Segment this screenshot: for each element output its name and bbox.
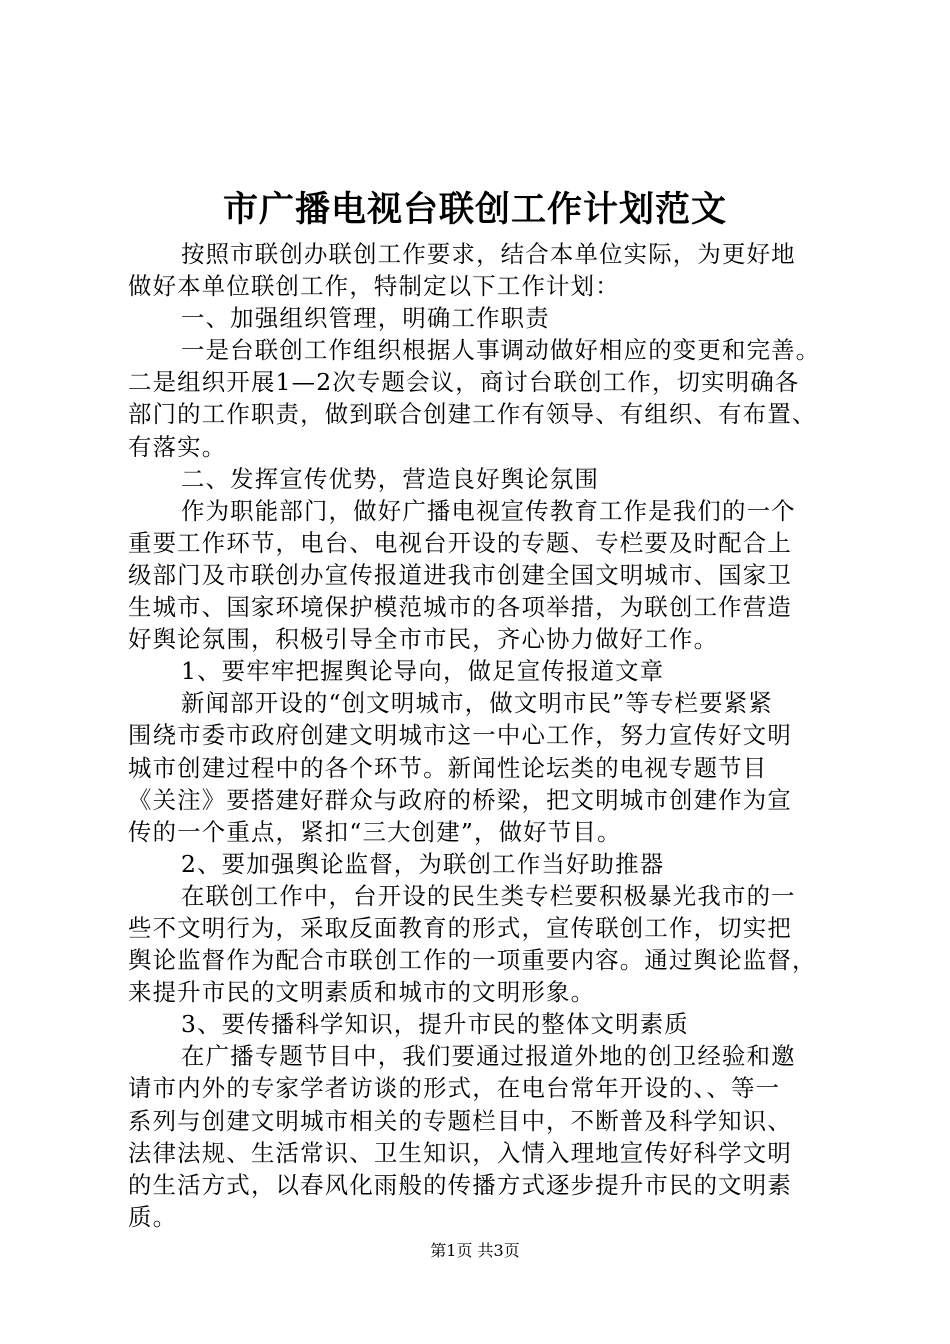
paragraph-line: 有落实。: [128, 432, 227, 461]
paragraph-line: 质。: [128, 1202, 178, 1231]
document-body: [128, 238, 840, 1233]
paragraph-line: 些不文明行为，采取反面教育的形式，宣传联创工作，切实把: [128, 913, 792, 942]
subsection-heading: 2、要加强舆论监督，为联创工作当好助推器: [181, 849, 665, 878]
paragraph-line: 生城市、国家环境保护模范城市的各项举措，为联创工作营造: [128, 593, 792, 622]
subsection-heading: 3、要传播科学知识，提升市民的整体文明素质: [181, 1010, 689, 1039]
paragraph-line: 的生活方式，以春风化雨般的传播方式逐步提升市民的文明素: [128, 1170, 792, 1199]
paragraph-line: 二是组织开展1—2次专题会议，商讨台联创工作，切实明确各: [128, 368, 800, 397]
document-title: 市广播电视台联创工作计划范文: [222, 189, 727, 230]
paragraph-line: 来提升市民的文明素质和城市的文明形象。: [128, 978, 596, 1007]
paragraph-line: 传的一个重点，紧扣“三大创建”，做好节目。: [128, 817, 622, 846]
paragraph-line: 新闻部开设的“创文明城市，做文明市民”等专栏要紧紧: [181, 689, 773, 718]
paragraph-line: 在联创工作中，台开设的民生类专栏要积极暴光我市的一: [181, 881, 796, 910]
paragraph-line: 做好本单位联创工作，特制定以下工作计划：: [128, 272, 620, 301]
paragraph-line: 系列与创建文明城市相关的专题栏目中，不断普及科学知识、: [128, 1106, 792, 1135]
paragraph-line: 舆论监督作为配合市联创工作的一项重要内容。通过舆论监督，: [128, 946, 817, 975]
paragraph-line: 重要工作环节，电台、电视台开设的专题、专栏要及时配合上: [128, 528, 792, 557]
section-heading: 一、加强组织管理，明确工作职责: [181, 304, 550, 333]
paragraph-line: 请市内外的专家学者访谈的形式，在电台常年开设的、、等一: [128, 1074, 781, 1103]
subsection-heading: 1、要牢牢把握舆论导向，做足宣传报道文章: [181, 657, 665, 686]
paragraph-line: 好舆论氛围，积极引导全市市民，齐心协力做好工作。: [128, 625, 719, 654]
paragraph-line: 在广播专题节目中，我们要通过报道外地的创卫经验和邀: [181, 1042, 796, 1071]
paragraph-line: 按照市联创办联创工作要求，结合本单位实际，为更好地: [181, 240, 796, 268]
paragraph-line: 城市创建过程中的各个环节。新闻性论坛类的电视专题节目: [128, 753, 768, 782]
paragraph-line: 作为职能部门，做好广播电视宣传教育工作是我们的一个: [181, 496, 796, 525]
paragraph-line: 部门的工作职责，做到联合创建工作有领导、有组织、有布置、: [128, 400, 817, 429]
paragraph-line: 《关注》要搭建好群众与政府的桥梁，把文明城市创建作为宣: [128, 785, 792, 814]
page-number-footer: 第1页 共3页: [430, 1241, 520, 1260]
paragraph-line: 法律法规、生活常识、卫生知识，入情入理地宣传好科学文明: [128, 1138, 792, 1167]
paragraph-line: 一是台联创工作组织根据人事调动做好相应的变更和完善。: [181, 336, 821, 365]
section-heading: 二、发挥宣传优势，营造良好舆论氛围: [181, 464, 600, 493]
paragraph-line: 级部门及市联创办宣传报道进我市创建全国文明城市、国家卫: [128, 560, 792, 589]
paragraph-line: 围绕市委市政府创建文明城市这一中心工作，努力宣传好文明: [128, 721, 792, 750]
